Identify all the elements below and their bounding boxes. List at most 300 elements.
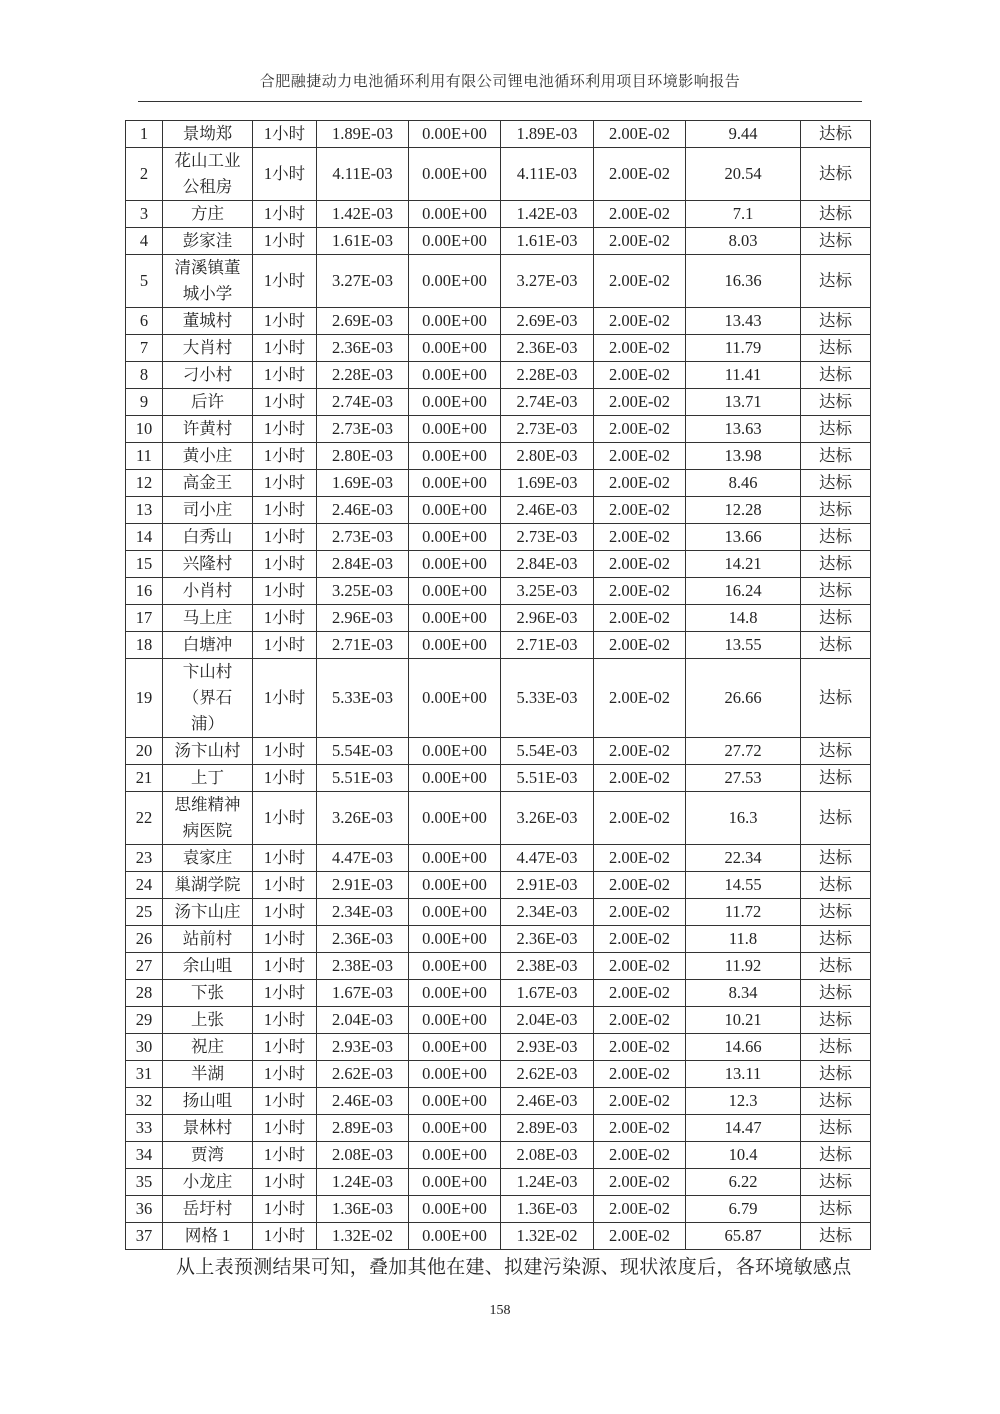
standard-limit-cell: 2.00E-02 [594, 524, 686, 551]
receptor-name-cell: 清溪镇董 城小学 [163, 255, 253, 308]
background-concentration-cell: 0.00E+00 [409, 389, 501, 416]
background-concentration-cell: 0.00E+00 [409, 792, 501, 845]
percent-of-standard-cell: 14.66 [686, 1034, 801, 1061]
superimposed-concentration-cell: 2.04E-03 [501, 1007, 594, 1034]
row-index-cell: 33 [126, 1115, 163, 1142]
background-concentration-cell: 0.00E+00 [409, 1142, 501, 1169]
compliance-status-cell: 达标 [801, 1196, 871, 1223]
running-header: 合肥融捷动力电池循环利用有限公司锂电池循环利用项目环境影响报告 [259, 74, 741, 90]
averaging-period-cell: 1小时 [253, 201, 317, 228]
row-index-cell: 1 [126, 121, 163, 148]
predicted-increment-cell: 4.11E-03 [317, 148, 409, 201]
averaging-period-cell: 1小时 [253, 738, 317, 765]
table-row [126, 899, 871, 926]
superimposed-concentration-cell: 1.42E-03 [501, 201, 594, 228]
predicted-increment-cell: 1.67E-03 [317, 980, 409, 1007]
superimposed-concentration-cell: 1.67E-03 [501, 980, 594, 1007]
row-index-cell: 20 [126, 738, 163, 765]
percent-of-standard-cell: 12.28 [686, 497, 801, 524]
superimposed-concentration-cell: 2.73E-03 [501, 524, 594, 551]
compliance-status-cell: 达标 [801, 605, 871, 632]
background-concentration-cell: 0.00E+00 [409, 416, 501, 443]
receptor-name-cell: 汤卞山庄 [163, 899, 253, 926]
percent-of-standard-cell: 14.55 [686, 872, 801, 899]
row-index-cell: 12 [126, 470, 163, 497]
percent-of-standard-cell: 16.3 [686, 792, 801, 845]
averaging-period-cell: 1小时 [253, 792, 317, 845]
standard-limit-cell: 2.00E-02 [594, 201, 686, 228]
row-index-cell: 36 [126, 1196, 163, 1223]
row-index-cell: 29 [126, 1007, 163, 1034]
row-index-cell: 8 [126, 362, 163, 389]
predicted-increment-cell: 1.89E-03 [317, 121, 409, 148]
standard-limit-cell: 2.00E-02 [594, 1007, 686, 1034]
compliance-status-cell: 达标 [801, 524, 871, 551]
row-index-cell: 5 [126, 255, 163, 308]
standard-limit-cell: 2.00E-02 [594, 1088, 686, 1115]
background-concentration-cell: 0.00E+00 [409, 899, 501, 926]
compliance-status-cell: 达标 [801, 255, 871, 308]
background-concentration-cell: 0.00E+00 [409, 121, 501, 148]
table-row [126, 335, 871, 362]
table-row [126, 551, 871, 578]
background-concentration-cell: 0.00E+00 [409, 228, 501, 255]
percent-of-standard-cell: 16.36 [686, 255, 801, 308]
superimposed-concentration-cell: 2.46E-03 [501, 497, 594, 524]
superimposed-concentration-cell: 2.89E-03 [501, 1115, 594, 1142]
averaging-period-cell: 1小时 [253, 255, 317, 308]
row-index-cell: 17 [126, 605, 163, 632]
superimposed-concentration-cell: 2.84E-03 [501, 551, 594, 578]
standard-limit-cell: 2.00E-02 [594, 926, 686, 953]
superimposed-concentration-cell: 2.71E-03 [501, 632, 594, 659]
predicted-increment-cell: 5.51E-03 [317, 765, 409, 792]
standard-limit-cell: 2.00E-02 [594, 308, 686, 335]
row-index-cell: 25 [126, 899, 163, 926]
averaging-period-cell: 1小时 [253, 926, 317, 953]
standard-limit-cell: 2.00E-02 [594, 1034, 686, 1061]
standard-limit-cell: 2.00E-02 [594, 1169, 686, 1196]
superimposed-concentration-cell: 3.26E-03 [501, 792, 594, 845]
header-divider [138, 101, 862, 102]
background-concentration-cell: 0.00E+00 [409, 201, 501, 228]
row-index-cell: 35 [126, 1169, 163, 1196]
averaging-period-cell: 1小时 [253, 335, 317, 362]
percent-of-standard-cell: 22.34 [686, 845, 801, 872]
compliance-status-cell: 达标 [801, 1061, 871, 1088]
table-row [126, 308, 871, 335]
standard-limit-cell: 2.00E-02 [594, 659, 686, 738]
background-concentration-cell: 0.00E+00 [409, 362, 501, 389]
row-index-cell: 18 [126, 632, 163, 659]
averaging-period-cell: 1小时 [253, 1196, 317, 1223]
receptor-name-cell: 董城村 [163, 308, 253, 335]
averaging-period-cell: 1小时 [253, 845, 317, 872]
background-concentration-cell: 0.00E+00 [409, 926, 501, 953]
row-index-cell: 13 [126, 497, 163, 524]
averaging-period-cell: 1小时 [253, 551, 317, 578]
compliance-status-cell: 达标 [801, 1007, 871, 1034]
percent-of-standard-cell: 8.34 [686, 980, 801, 1007]
superimposed-concentration-cell: 2.34E-03 [501, 899, 594, 926]
standard-limit-cell: 2.00E-02 [594, 443, 686, 470]
predicted-increment-cell: 1.69E-03 [317, 470, 409, 497]
background-concentration-cell: 0.00E+00 [409, 845, 501, 872]
predicted-increment-cell: 2.36E-03 [317, 926, 409, 953]
background-concentration-cell: 0.00E+00 [409, 953, 501, 980]
percent-of-standard-cell: 11.92 [686, 953, 801, 980]
row-index-cell: 31 [126, 1061, 163, 1088]
receptor-name-cell: 余山咀 [163, 953, 253, 980]
table-row [126, 362, 871, 389]
predicted-increment-cell: 1.24E-03 [317, 1169, 409, 1196]
predicted-increment-cell: 2.93E-03 [317, 1034, 409, 1061]
compliance-status-cell: 达标 [801, 872, 871, 899]
receptor-name-cell: 马上庄 [163, 605, 253, 632]
standard-limit-cell: 2.00E-02 [594, 578, 686, 605]
row-index-cell: 2 [126, 148, 163, 201]
background-concentration-cell: 0.00E+00 [409, 1034, 501, 1061]
averaging-period-cell: 1小时 [253, 953, 317, 980]
row-index-cell: 24 [126, 872, 163, 899]
background-concentration-cell: 0.00E+00 [409, 1169, 501, 1196]
row-index-cell: 19 [126, 659, 163, 738]
table-row [126, 605, 871, 632]
averaging-period-cell: 1小时 [253, 980, 317, 1007]
receptor-name-cell: 彭家洼 [163, 228, 253, 255]
table-row [126, 524, 871, 551]
row-index-cell: 22 [126, 792, 163, 845]
percent-of-standard-cell: 7.1 [686, 201, 801, 228]
compliance-status-cell: 达标 [801, 416, 871, 443]
superimposed-concentration-cell: 1.24E-03 [501, 1169, 594, 1196]
background-concentration-cell: 0.00E+00 [409, 1061, 501, 1088]
background-concentration-cell: 0.00E+00 [409, 659, 501, 738]
row-index-cell: 32 [126, 1088, 163, 1115]
background-concentration-cell: 0.00E+00 [409, 524, 501, 551]
row-index-cell: 15 [126, 551, 163, 578]
predicted-increment-cell: 2.69E-03 [317, 308, 409, 335]
percent-of-standard-cell: 27.53 [686, 765, 801, 792]
compliance-status-cell: 达标 [801, 792, 871, 845]
receptor-name-cell: 站前村 [163, 926, 253, 953]
receptor-name-cell: 上丁 [163, 765, 253, 792]
standard-limit-cell: 2.00E-02 [594, 389, 686, 416]
receptor-name-cell: 方庄 [163, 201, 253, 228]
compliance-status-cell: 达标 [801, 1223, 871, 1250]
row-index-cell: 37 [126, 1223, 163, 1250]
row-index-cell: 16 [126, 578, 163, 605]
row-index-cell: 14 [126, 524, 163, 551]
averaging-period-cell: 1小时 [253, 605, 317, 632]
standard-limit-cell: 2.00E-02 [594, 845, 686, 872]
predicted-increment-cell: 5.33E-03 [317, 659, 409, 738]
percent-of-standard-cell: 16.24 [686, 578, 801, 605]
percent-of-standard-cell: 6.22 [686, 1169, 801, 1196]
predicted-increment-cell: 1.36E-03 [317, 1196, 409, 1223]
percent-of-standard-cell: 13.71 [686, 389, 801, 416]
averaging-period-cell: 1小时 [253, 1007, 317, 1034]
standard-limit-cell: 2.00E-02 [594, 497, 686, 524]
table-row [126, 632, 871, 659]
superimposed-concentration-cell: 2.96E-03 [501, 605, 594, 632]
background-concentration-cell: 0.00E+00 [409, 605, 501, 632]
compliance-status-cell: 达标 [801, 765, 871, 792]
superimposed-concentration-cell: 2.80E-03 [501, 443, 594, 470]
averaging-period-cell: 1小时 [253, 228, 317, 255]
background-concentration-cell: 0.00E+00 [409, 255, 501, 308]
row-index-cell: 21 [126, 765, 163, 792]
averaging-period-cell: 1小时 [253, 308, 317, 335]
table-row [126, 1061, 871, 1088]
background-concentration-cell: 0.00E+00 [409, 1115, 501, 1142]
superimposed-concentration-cell: 2.93E-03 [501, 1034, 594, 1061]
percent-of-standard-cell: 13.98 [686, 443, 801, 470]
page-number: 158 [489, 1303, 511, 1318]
table-row [126, 1115, 871, 1142]
compliance-status-cell: 达标 [801, 953, 871, 980]
table-row [126, 201, 871, 228]
background-concentration-cell: 0.00E+00 [409, 148, 501, 201]
predicted-increment-cell: 4.47E-03 [317, 845, 409, 872]
predicted-increment-cell: 1.61E-03 [317, 228, 409, 255]
table-row [126, 1196, 871, 1223]
predicted-increment-cell: 2.84E-03 [317, 551, 409, 578]
superimposed-concentration-cell: 1.32E-02 [501, 1223, 594, 1250]
receptor-name-cell: 网格 1 [163, 1223, 253, 1250]
percent-of-standard-cell: 14.47 [686, 1115, 801, 1142]
compliance-status-cell: 达标 [801, 148, 871, 201]
superimposed-concentration-cell: 5.54E-03 [501, 738, 594, 765]
predicted-increment-cell: 2.80E-03 [317, 443, 409, 470]
percent-of-standard-cell: 11.41 [686, 362, 801, 389]
receptor-name-cell: 司小庄 [163, 497, 253, 524]
background-concentration-cell: 0.00E+00 [409, 470, 501, 497]
row-index-cell: 28 [126, 980, 163, 1007]
concentration-table [125, 120, 871, 1250]
standard-limit-cell: 2.00E-02 [594, 470, 686, 497]
table-row [126, 1169, 871, 1196]
table-row [126, 765, 871, 792]
superimposed-concentration-cell: 1.61E-03 [501, 228, 594, 255]
standard-limit-cell: 2.00E-02 [594, 605, 686, 632]
standard-limit-cell: 2.00E-02 [594, 228, 686, 255]
standard-limit-cell: 2.00E-02 [594, 899, 686, 926]
percent-of-standard-cell: 14.21 [686, 551, 801, 578]
receptor-name-cell: 小肖村 [163, 578, 253, 605]
predicted-increment-cell: 2.91E-03 [317, 872, 409, 899]
percent-of-standard-cell: 13.66 [686, 524, 801, 551]
row-index-cell: 27 [126, 953, 163, 980]
receptor-name-cell: 上张 [163, 1007, 253, 1034]
predicted-increment-cell: 3.25E-03 [317, 578, 409, 605]
predicted-increment-cell: 1.32E-02 [317, 1223, 409, 1250]
percent-of-standard-cell: 13.63 [686, 416, 801, 443]
table-row [126, 1088, 871, 1115]
receptor-name-cell: 汤卞山村 [163, 738, 253, 765]
compliance-status-cell: 达标 [801, 926, 871, 953]
receptor-name-cell: 卞山村 （界石 浦） [163, 659, 253, 738]
percent-of-standard-cell: 6.79 [686, 1196, 801, 1223]
compliance-status-cell: 达标 [801, 899, 871, 926]
table-row [126, 578, 871, 605]
superimposed-concentration-cell: 3.27E-03 [501, 255, 594, 308]
superimposed-concentration-cell: 2.36E-03 [501, 926, 594, 953]
averaging-period-cell: 1小时 [253, 1034, 317, 1061]
superimposed-concentration-cell: 2.36E-03 [501, 335, 594, 362]
percent-of-standard-cell: 11.8 [686, 926, 801, 953]
table-row [126, 738, 871, 765]
receptor-name-cell: 黄小庄 [163, 443, 253, 470]
row-index-cell: 6 [126, 308, 163, 335]
compliance-status-cell: 达标 [801, 497, 871, 524]
predicted-increment-cell: 3.26E-03 [317, 792, 409, 845]
background-concentration-cell: 0.00E+00 [409, 765, 501, 792]
row-index-cell: 3 [126, 201, 163, 228]
receptor-name-cell: 景坳郑 [163, 121, 253, 148]
row-index-cell: 4 [126, 228, 163, 255]
row-index-cell: 30 [126, 1034, 163, 1061]
predicted-increment-cell: 2.73E-03 [317, 416, 409, 443]
averaging-period-cell: 1小时 [253, 148, 317, 201]
predicted-increment-cell: 2.08E-03 [317, 1142, 409, 1169]
superimposed-concentration-cell: 5.33E-03 [501, 659, 594, 738]
superimposed-concentration-cell: 5.51E-03 [501, 765, 594, 792]
receptor-name-cell: 大肖村 [163, 335, 253, 362]
compliance-status-cell: 达标 [801, 551, 871, 578]
table-row [126, 953, 871, 980]
averaging-period-cell: 1小时 [253, 443, 317, 470]
receptor-name-cell: 袁家庄 [163, 845, 253, 872]
table-row [126, 416, 871, 443]
table-row [126, 497, 871, 524]
percent-of-standard-cell: 8.03 [686, 228, 801, 255]
averaging-period-cell: 1小时 [253, 121, 317, 148]
percent-of-standard-cell: 12.3 [686, 1088, 801, 1115]
standard-limit-cell: 2.00E-02 [594, 632, 686, 659]
table-row [126, 389, 871, 416]
row-index-cell: 7 [126, 335, 163, 362]
receptor-name-cell: 刁小村 [163, 362, 253, 389]
table-row [126, 845, 871, 872]
averaging-period-cell: 1小时 [253, 872, 317, 899]
table-row [126, 443, 871, 470]
compliance-status-cell: 达标 [801, 659, 871, 738]
percent-of-standard-cell: 10.21 [686, 1007, 801, 1034]
predicted-increment-cell: 2.34E-03 [317, 899, 409, 926]
row-index-cell: 11 [126, 443, 163, 470]
row-index-cell: 10 [126, 416, 163, 443]
background-concentration-cell: 0.00E+00 [409, 308, 501, 335]
receptor-name-cell: 巢湖学院 [163, 872, 253, 899]
percent-of-standard-cell: 11.79 [686, 335, 801, 362]
receptor-name-cell: 花山工业 公租房 [163, 148, 253, 201]
percent-of-standard-cell: 14.8 [686, 605, 801, 632]
table-row [126, 255, 871, 308]
superimposed-concentration-cell: 2.28E-03 [501, 362, 594, 389]
averaging-period-cell: 1小时 [253, 1169, 317, 1196]
standard-limit-cell: 2.00E-02 [594, 1061, 686, 1088]
standard-limit-cell: 2.00E-02 [594, 1223, 686, 1250]
standard-limit-cell: 2.00E-02 [594, 1115, 686, 1142]
background-concentration-cell: 0.00E+00 [409, 578, 501, 605]
background-concentration-cell: 0.00E+00 [409, 335, 501, 362]
averaging-period-cell: 1小时 [253, 362, 317, 389]
predicted-increment-cell: 2.04E-03 [317, 1007, 409, 1034]
background-concentration-cell: 0.00E+00 [409, 1088, 501, 1115]
predicted-increment-cell: 2.38E-03 [317, 953, 409, 980]
compliance-status-cell: 达标 [801, 470, 871, 497]
background-concentration-cell: 0.00E+00 [409, 872, 501, 899]
percent-of-standard-cell: 13.43 [686, 308, 801, 335]
averaging-period-cell: 1小时 [253, 899, 317, 926]
superimposed-concentration-cell: 3.25E-03 [501, 578, 594, 605]
table-row [126, 1142, 871, 1169]
superimposed-concentration-cell: 4.47E-03 [501, 845, 594, 872]
table-row [126, 148, 871, 201]
superimposed-concentration-cell: 4.11E-03 [501, 148, 594, 201]
table-row [126, 659, 871, 738]
table-row [126, 792, 871, 845]
compliance-status-cell: 达标 [801, 335, 871, 362]
table-row [126, 228, 871, 255]
superimposed-concentration-cell: 1.36E-03 [501, 1196, 594, 1223]
background-concentration-cell: 0.00E+00 [409, 1196, 501, 1223]
row-index-cell: 26 [126, 926, 163, 953]
standard-limit-cell: 2.00E-02 [594, 953, 686, 980]
averaging-period-cell: 1小时 [253, 524, 317, 551]
averaging-period-cell: 1小时 [253, 1223, 317, 1250]
row-index-cell: 23 [126, 845, 163, 872]
averaging-period-cell: 1小时 [253, 416, 317, 443]
compliance-status-cell: 达标 [801, 632, 871, 659]
predicted-increment-cell: 1.42E-03 [317, 201, 409, 228]
superimposed-concentration-cell: 2.62E-03 [501, 1061, 594, 1088]
averaging-period-cell: 1小时 [253, 470, 317, 497]
percent-of-standard-cell: 26.66 [686, 659, 801, 738]
compliance-status-cell: 达标 [801, 121, 871, 148]
background-concentration-cell: 0.00E+00 [409, 980, 501, 1007]
superimposed-concentration-cell: 2.69E-03 [501, 308, 594, 335]
predicted-increment-cell: 2.71E-03 [317, 632, 409, 659]
receptor-name-cell: 思维精神 病医院 [163, 792, 253, 845]
averaging-period-cell: 1小时 [253, 1115, 317, 1142]
table-row [126, 1034, 871, 1061]
percent-of-standard-cell: 27.72 [686, 738, 801, 765]
averaging-period-cell: 1小时 [253, 1061, 317, 1088]
compliance-status-cell: 达标 [801, 1115, 871, 1142]
standard-limit-cell: 2.00E-02 [594, 765, 686, 792]
compliance-status-cell: 达标 [801, 362, 871, 389]
percent-of-standard-cell: 11.72 [686, 899, 801, 926]
superimposed-concentration-cell: 2.38E-03 [501, 953, 594, 980]
superimposed-concentration-cell: 2.46E-03 [501, 1088, 594, 1115]
standard-limit-cell: 2.00E-02 [594, 792, 686, 845]
table-row [126, 980, 871, 1007]
averaging-period-cell: 1小时 [253, 632, 317, 659]
predicted-increment-cell: 2.28E-03 [317, 362, 409, 389]
superimposed-concentration-cell: 2.74E-03 [501, 389, 594, 416]
standard-limit-cell: 2.00E-02 [594, 416, 686, 443]
receptor-name-cell: 祝庄 [163, 1034, 253, 1061]
standard-limit-cell: 2.00E-02 [594, 980, 686, 1007]
averaging-period-cell: 1小时 [253, 578, 317, 605]
compliance-status-cell: 达标 [801, 201, 871, 228]
receptor-name-cell: 景林村 [163, 1115, 253, 1142]
receptor-name-cell: 扬山咀 [163, 1088, 253, 1115]
receptor-name-cell: 后许 [163, 389, 253, 416]
percent-of-standard-cell: 8.46 [686, 470, 801, 497]
